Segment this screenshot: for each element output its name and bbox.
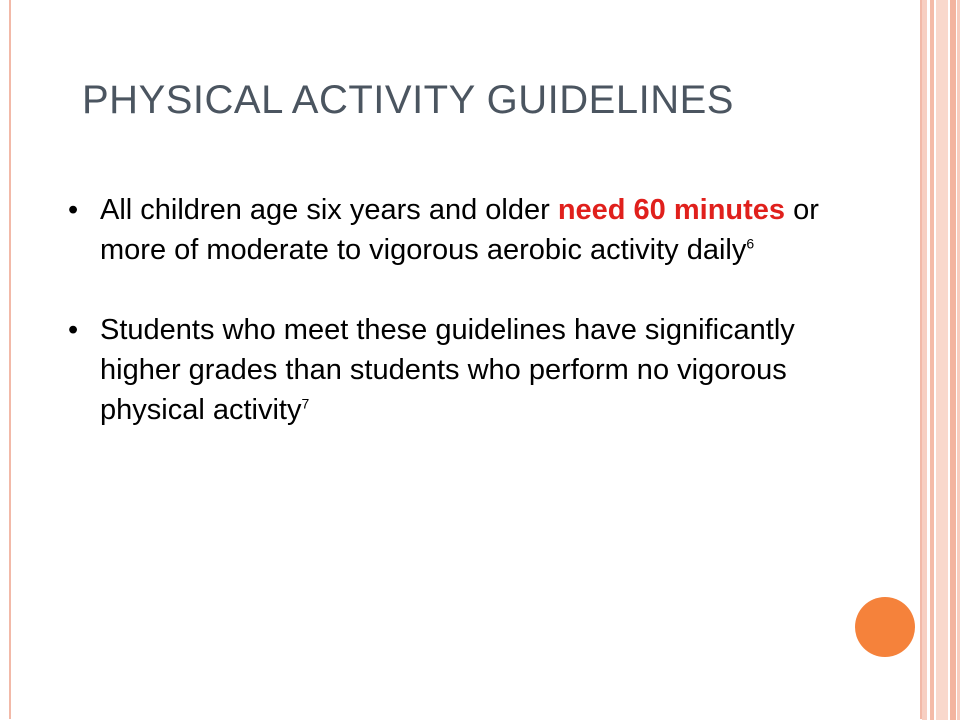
- bullet-item: [68, 310, 848, 430]
- bullet-highlight: need 60 minutes: [557, 194, 786, 226]
- bullet-text: or more of moderate to vigorous aerobic activity daily: [100, 194, 819, 266]
- slide-title: PHYSICAL ACTIVITY GUIDELINES: [82, 78, 734, 122]
- bullet-list: [68, 190, 848, 470]
- decorative-stripe: [922, 0, 927, 720]
- bullet-marker: •: [68, 194, 79, 226]
- bullet-marker: •: [68, 314, 79, 346]
- footnote-ref: 6: [746, 235, 755, 252]
- decorative-stripe: [936, 0, 948, 720]
- bullet-item: [68, 190, 848, 270]
- decorative-circle: [855, 597, 915, 657]
- decorative-stripe: [930, 0, 934, 720]
- decorative-stripe: [950, 0, 956, 720]
- bullet-text: All children age six years and older: [100, 194, 558, 226]
- footnote-ref: 7: [301, 395, 310, 412]
- bullet-text: Students who meet these guidelines have significantly higher grades than students who perform no vigorous physical activity: [100, 314, 795, 426]
